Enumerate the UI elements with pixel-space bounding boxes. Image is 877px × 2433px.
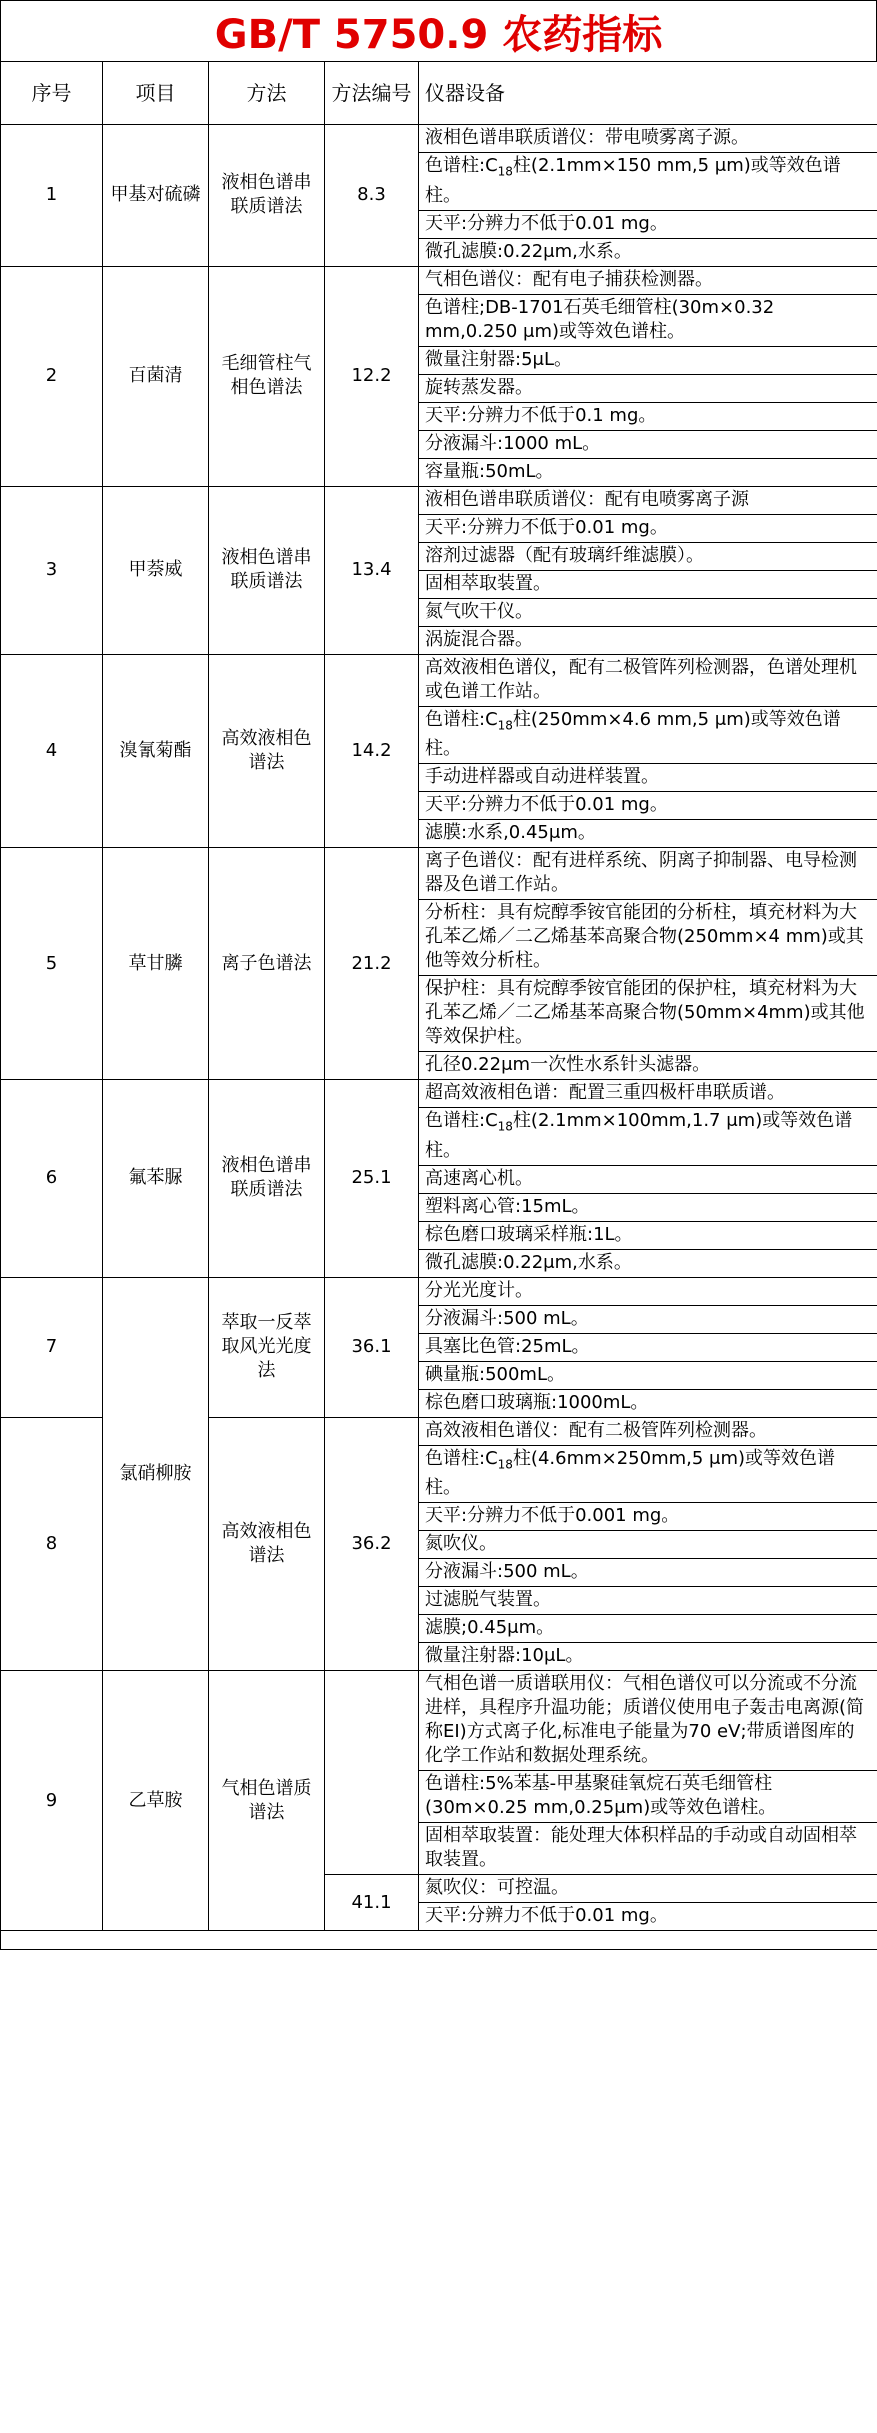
- cell-method-no: 41.1: [325, 1875, 419, 1931]
- equipment-item: 容量瓶:50mL。: [419, 458, 877, 486]
- cell-method: 萃取一反萃取风光光度法: [209, 1277, 325, 1417]
- cell-item: 百菌清: [103, 266, 209, 486]
- equipment-item: 氮气吹干仪。: [419, 598, 877, 626]
- cell-method-no-spacer: [325, 1671, 419, 1875]
- equipment-item: 色谱柱$:C_{18}$柱(4.6mm×250mm,5 μm)或等效色谱柱。: [419, 1445, 877, 1503]
- table-row: [1, 654, 877, 706]
- cell-item: 草甘膦: [103, 848, 209, 1080]
- cell-method: 液相色谱串联质谱法: [209, 125, 325, 267]
- equipment-item: 超高效液相色谱：配置三重四极杆串联质谱。: [419, 1080, 877, 1108]
- cell-no: 9: [1, 1671, 103, 1931]
- equipment-item: 保护柱：具有烷醇季铵官能团的保护柱，填充材料为大孔苯乙烯／二乙烯基苯高聚合物(50mm×4mm)或其他等效保护柱。: [419, 976, 877, 1052]
- equipment-item: 天平:分辨力不低于0.01 mg。: [419, 210, 877, 238]
- cell-item: 溴氰菊酯: [103, 654, 209, 848]
- equipment-item: 气相色谱仪：配有电子捕获检测器。: [419, 266, 877, 294]
- equipment-item: 天平:分辨力不低于0.001 mg。: [419, 1503, 877, 1531]
- equipment-item: 氮吹仪。: [419, 1531, 877, 1559]
- equipment-item: 旋转蒸发器。: [419, 374, 877, 402]
- equipment-item: 液相色谱串联质谱仪：带电喷雾离子源。: [419, 125, 877, 153]
- equipment-item: 塑料离心管:15mL。: [419, 1193, 877, 1221]
- equipment-item: 气相色谱一质谱联用仪：气相色谱仪可以分流或不分流进样，具程序升温功能；质谱仪使用电子轰击电离源(简称EI)方式离子化,标准电子能量为70 eV;带质谱图库的化学工作站和数据处理系统。: [419, 1671, 877, 1771]
- equipment-item: 色谱柱;DB-1701石英毛细管柱(30m×0.32 mm,0.250 μm)或等效色谱柱。: [419, 294, 877, 346]
- cell-method-no: 8.3: [325, 125, 419, 267]
- cell-method-no: 12.2: [325, 266, 419, 486]
- cell-method-no: 21.2: [325, 848, 419, 1080]
- equipment-item: 天平:分辨力不低于0.01 mg。: [419, 1903, 877, 1931]
- equipment-item: 天平:分辨力不低于0.01 mg。: [419, 514, 877, 542]
- equipment-item: 溶剂过滤器（配有玻璃纤维滤膜）。: [419, 542, 877, 570]
- cell-no: 7: [1, 1277, 103, 1417]
- cell-method: 高效液相色谱法: [209, 1417, 325, 1671]
- cell-no: 8: [1, 1417, 103, 1671]
- cell-item: 甲基对硫磷: [103, 125, 209, 267]
- cell-item: 氟苯脲: [103, 1080, 209, 1278]
- table-row: [1, 125, 877, 153]
- cell-no: 2: [1, 266, 103, 486]
- equipment-item: 液相色谱串联质谱仪：配有电喷雾离子源: [419, 486, 877, 514]
- equipment-item: 高效液相色谱仪：配有二极管阵列检测器。: [419, 1417, 877, 1445]
- cell-item: 甲萘威: [103, 486, 209, 654]
- equipment-item: 孔径0.22μm一次性水系针头滤器。: [419, 1052, 877, 1080]
- equipment-item: 手动进样器或自动进样装置。: [419, 764, 877, 792]
- equipment-item: 分液漏斗:1000 mL。: [419, 430, 877, 458]
- equipment-item: 碘量瓶:500mL。: [419, 1361, 877, 1389]
- equipment-item: 滤膜:水系,0.45μm。: [419, 820, 877, 848]
- equipment-item: 过滤脱气装置。: [419, 1587, 877, 1615]
- equipment-item: 具塞比色管:25mL。: [419, 1333, 877, 1361]
- cell-method-no: 36.2: [325, 1417, 419, 1671]
- equipment-item: 氮吹仪：可控温。: [419, 1875, 877, 1903]
- equipment-item: 分液漏斗:500 mL。: [419, 1305, 877, 1333]
- cell-method-no: 14.2: [325, 654, 419, 848]
- cell-method-no: 36.1: [325, 1277, 419, 1417]
- equipment-item: 离子色谱仪：配有进样系统、阴离子抑制器、电导检测器及色谱工作站。: [419, 848, 877, 900]
- equipment-item: 天平:分辨力不低于0.1 mg。: [419, 402, 877, 430]
- table-row: [1, 848, 877, 900]
- cell-method: 离子色谱法: [209, 848, 325, 1080]
- pesticide-table: [0, 61, 877, 1950]
- equipment-item: 棕色磨口玻璃采样瓶:1L。: [419, 1221, 877, 1249]
- table-row: [1, 266, 877, 294]
- equipment-item: 色谱柱:5%苯基-甲基聚硅氧烷石英毛细管柱(30m×0.25 mm,0.25μm)或等效色谱柱。: [419, 1771, 877, 1823]
- header-item: 项目: [103, 62, 209, 125]
- equipment-item: 固相萃取装置。: [419, 570, 877, 598]
- equipment-item: 色谱柱$:C_{18}$柱(2.1mm×150 mm,5 μm)或等效色谱柱。: [419, 153, 877, 211]
- cell-method: 液相色谱串联质谱法: [209, 1080, 325, 1278]
- equipment-item: 高效液相色谱仪，配有二极管阵列检测器，色谱处理机或色谱工作站。: [419, 654, 877, 706]
- equipment-item: 涡旋混合器。: [419, 626, 877, 654]
- cell-method: 气相色谱质谱法: [209, 1671, 325, 1931]
- equipment-item: 微量注射器:10μL。: [419, 1643, 877, 1671]
- cell-no: 4: [1, 654, 103, 848]
- equipment-item: 微孔滤膜:0.22μm,水系。: [419, 1249, 877, 1277]
- cell-method: 高效液相色谱法: [209, 654, 325, 848]
- table-body: [1, 125, 877, 1950]
- equipment-item: 色谱柱$:C_{18}$柱(250mm×4.6 mm,5 μm)或等效色谱柱。: [419, 706, 877, 764]
- table-row: [1, 1671, 877, 1771]
- cell-method-no: 13.4: [325, 486, 419, 654]
- cell-method: 毛细管柱气相色谱法: [209, 266, 325, 486]
- header-no: 序号: [1, 62, 103, 125]
- equipment-item: 色谱柱$:C_{18}$柱(2.1mm×100mm,1.7 μm)或等效色谱柱。: [419, 1108, 877, 1166]
- table-row-partial: [1, 1931, 877, 1950]
- equipment-item: 分光光度计。: [419, 1277, 877, 1305]
- table-row: [1, 1080, 877, 1108]
- table-header-row: [1, 62, 877, 125]
- table-row: [1, 1277, 877, 1305]
- cell-no: 6: [1, 1080, 103, 1278]
- cell-no: 1: [1, 125, 103, 267]
- cell-method: 液相色谱串联质谱法: [209, 486, 325, 654]
- equipment-item: 分液漏斗:500 mL。: [419, 1559, 877, 1587]
- cell-method-no: 25.1: [325, 1080, 419, 1278]
- page-title: GB/T 5750.9 农药指标: [0, 0, 877, 61]
- header-method-no: 方法编号: [325, 62, 419, 125]
- cell-item: 乙草胺: [103, 1671, 209, 1931]
- equipment-item: 微量注射器:5μL。: [419, 346, 877, 374]
- header-equipment: 仪器设备: [419, 62, 877, 125]
- equipment-item: 微孔滤膜:0.22μm,水系。: [419, 238, 877, 266]
- header-method: 方法: [209, 62, 325, 125]
- equipment-item: 滤膜;0.45μm。: [419, 1615, 877, 1643]
- equipment-item: 棕色磨口玻璃瓶:1000mL。: [419, 1389, 877, 1417]
- table-row: [1, 486, 877, 514]
- equipment-item: 固相萃取装置：能处理大体积样品的手动或自动固相萃取装置。: [419, 1823, 877, 1875]
- equipment-item: 分析柱：具有烷醇季铵官能团的分析柱，填充材料为大孔苯乙烯／二乙烯基苯高聚合物(250mm×4 mm)或其他等效分析柱。: [419, 900, 877, 976]
- equipment-item: 天平:分辨力不低于0.01 mg。: [419, 792, 877, 820]
- cell-no: 3: [1, 486, 103, 654]
- equipment-item: 高速离心机。: [419, 1165, 877, 1193]
- cell-no: 5: [1, 848, 103, 1080]
- table-row-partial-cell: [1, 1931, 877, 1950]
- cell-item: 氯硝柳胺: [103, 1277, 209, 1671]
